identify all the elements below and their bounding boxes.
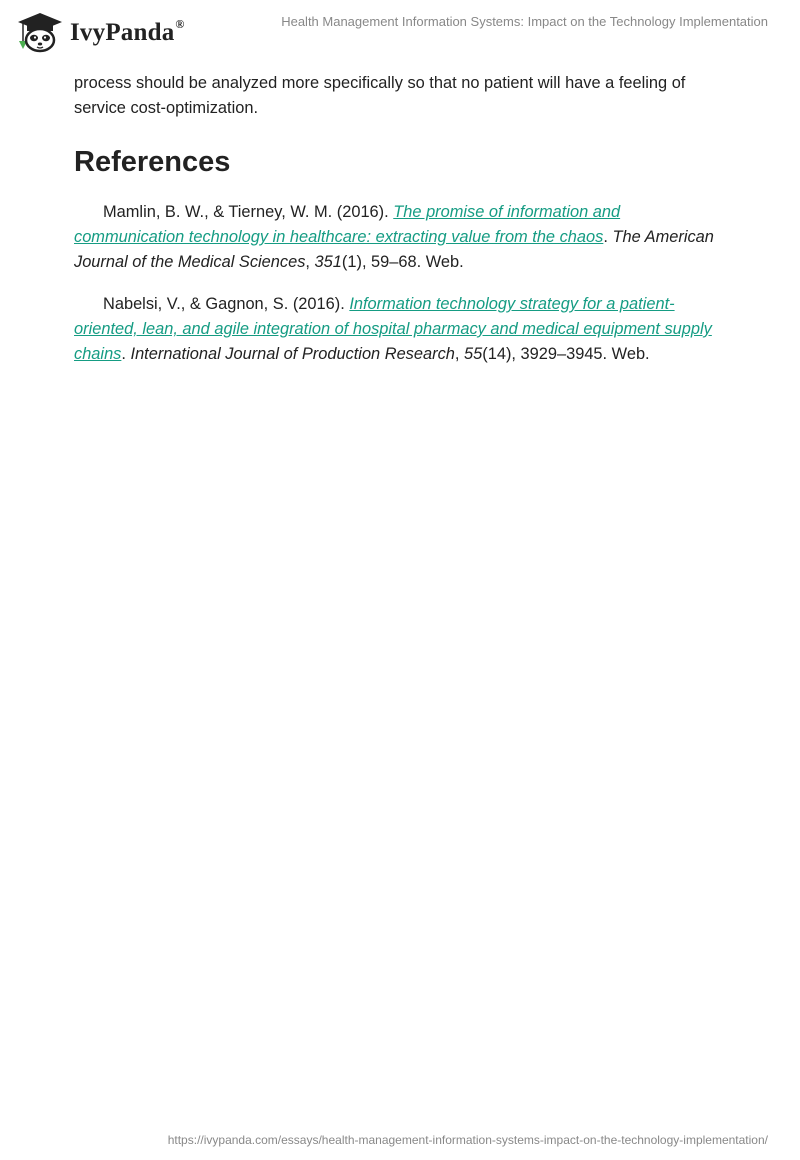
document-body <box>74 71 734 384</box>
brand-name: IvyPanda® <box>70 16 185 46</box>
page-header <box>0 0 800 62</box>
reference-details: (1), 59–68. Web. <box>341 253 464 271</box>
reference-title-link[interactable]: The promise of information and communication technology in healthcare: extracting value from the chaos <box>74 203 621 246</box>
reference-journal: The American Journal of the Medical Sciences <box>74 228 714 271</box>
reference-volume: 55 <box>464 345 483 363</box>
panda-logo-icon <box>14 11 66 53</box>
ivypanda-logo[interactable] <box>14 8 185 56</box>
reference-authors: Mamlin, B. W., & Tierney, W. M. (2016). <box>103 203 389 221</box>
document-title: Health Management Information Systems: Impact on the Technology Implementation <box>281 14 768 29</box>
references-heading: References <box>74 146 231 178</box>
reference-entry-2: Nabelsi, V., & Gagnon, S. (2016). Information technology strategy for a patient-oriented, lean, and agile integration of hospital pharmacy and medical equipment supply chains. International Journal of Production Research, 55(14), 3929–3945. Web. <box>74 295 712 363</box>
reference-authors: Nabelsi, V., & Gagnon, S. (2016). <box>103 295 345 313</box>
body-paragraph: process should be analyzed more specifically so that no patient will have a feeling of service cost-optimization. <box>74 74 686 117</box>
reference-details: (14), 3929–3945. Web. <box>482 345 650 363</box>
footer-url[interactable]: https://ivypanda.com/essays/health-management-information-systems-impact-on-the-technology-implementation/ <box>167 1133 768 1147</box>
reference-entry-1: Mamlin, B. W., & Tierney, W. M. (2016). The promise of information and communication technology in healthcare: extracting value from the chaos. The American Journal of the Medical Sciences, 351(1), 59–68. Web. <box>74 203 714 271</box>
reference-title-link[interactable]: Information technology strategy for a patient-oriented, lean, and agile integration of hospital pharmacy and medical equipment supply chains <box>74 295 712 363</box>
reference-journal: International Journal of Production Research <box>130 345 455 363</box>
reference-volume: 351 <box>314 253 342 271</box>
